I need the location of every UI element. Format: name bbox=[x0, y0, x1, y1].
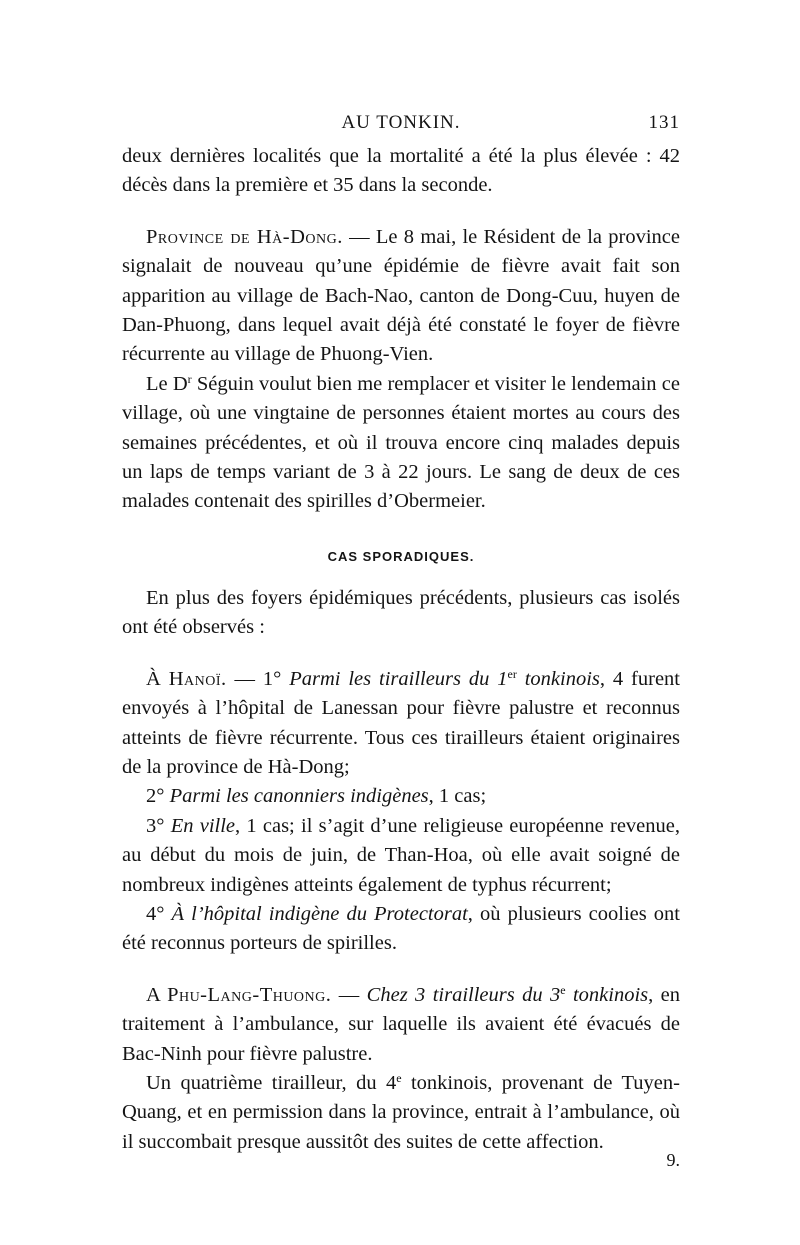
hanoi-prefix: À bbox=[146, 667, 169, 690]
item-3-text: , 1 cas; il s’agit d’une religieuse européenne revenue, au début du mois de juin, de Than-Hoa, où elle avait soigné de nombreux indigènes atteints également de typhus récurrent; bbox=[122, 814, 681, 896]
item-4-italic: À l’hôpital indigène du Protectorat bbox=[171, 902, 468, 925]
running-header bbox=[122, 112, 680, 142]
phulang-prefix: A bbox=[146, 983, 168, 1006]
province-heading: Province de Hà-Dong. bbox=[146, 225, 343, 248]
item-2-italic: Parmi les canonniers indigènes bbox=[169, 785, 429, 808]
page-number: 131 bbox=[648, 112, 680, 133]
hanoi-heading: Hanoï. bbox=[168, 667, 227, 690]
paragraph-phulang bbox=[122, 981, 680, 1069]
paragraph-quatrieme-text: tonkinois, provenant de Tuyen-Quang, et en permission dans la province, entrait à l’ambulance, où il succombait presque aussitôt des suites de cette affection. bbox=[122, 1071, 680, 1153]
section-title: CAS SPORADIQUES. bbox=[327, 548, 475, 564]
quatrieme-superscript: e bbox=[396, 1070, 402, 1085]
paragraph-intro: En plus des foyers épidémiques précédents, plusieurs cas isolés ont été observés : bbox=[122, 586, 680, 639]
item-3-number: 3° bbox=[146, 814, 171, 837]
paragraph-seguin bbox=[122, 370, 680, 517]
paragraph-hanoi bbox=[122, 665, 680, 783]
item-3-italic: En ville bbox=[170, 814, 236, 837]
quatrieme-prefix: Un quatrième tirailleur, du 4 bbox=[146, 1071, 397, 1094]
paragraph-hadong bbox=[122, 223, 680, 370]
phulang-italic-2: tonkinois bbox=[565, 983, 649, 1006]
paragraph-continuation: deux dernières localités que la mortalité a été la plus élevée : 42 décès dans la première et 35 dans la seconde. bbox=[122, 145, 680, 197]
item-2-number: 2° bbox=[146, 785, 170, 808]
phulang-superscript: e bbox=[560, 982, 566, 997]
list-item-3 bbox=[122, 812, 680, 900]
phulang-dash: — bbox=[331, 983, 367, 1006]
hanoi-italic: Parmi les tirailleurs du 1 bbox=[289, 667, 508, 690]
phulang-italic: Chez 3 tirailleurs du 3 bbox=[366, 983, 561, 1006]
item-4-number: 4° bbox=[146, 902, 172, 925]
seguin-superscript: r bbox=[187, 371, 192, 386]
paragraph-phulang-text: , en traitement à l’ambulance, sur laquelle ils avaient été évacués de Bac-Ninh pour fièvre palustre. bbox=[122, 983, 680, 1065]
book-page bbox=[122, 112, 681, 1170]
item-2-text: , 1 cas; bbox=[428, 785, 487, 808]
paragraph-hanoi-text: , 4 furent envoyés à l’hôpital de Lanessan pour fièvre palustre et reconnus atteints de fièvre récurrente. Tous ces tirailleurs étaient originaires de la province de Hà-Dong; bbox=[122, 667, 680, 778]
paragraph-hadong-text: — Le 8 mai, le Résident de la province signalait de nouveau qu’une épidémie de fièvre avait fait son apparition au village de Bach-Nao, canton de Dong-Cuu, huyen de Dan-Phuong, dans lequel avait déjà été constaté le foyer de fièvre récurrente au village de Phuong-Vien. bbox=[122, 225, 680, 366]
hanoi-dash: — 1° bbox=[226, 667, 290, 690]
item-4-text: , où plusieurs coolies ont été reconnus porteurs de spirilles. bbox=[122, 902, 680, 955]
paragraph-quatrieme bbox=[122, 1069, 680, 1157]
hanoi-italic-2: tonkinois bbox=[516, 667, 600, 690]
hanoi-superscript: er bbox=[507, 666, 517, 681]
phulang-heading: Phu-Lang-Thuong. bbox=[167, 983, 332, 1006]
running-title: AU TONKIN. bbox=[341, 112, 461, 133]
list-item-2 bbox=[122, 782, 680, 811]
list-item-4 bbox=[122, 900, 680, 959]
seguin-prefix: Le D bbox=[146, 372, 188, 395]
signature-mark: 9. bbox=[666, 1150, 680, 1170]
paragraph-seguin-text: Séguin voulut bien me remplacer et visiter le lendemain ce village, où une vingtaine de personnes étaient mortes au cours des semaines précédentes, et où il trouva encore cinq malades depuis un laps de temps variant de 3 à 22 jours. Le sang de deux de ces malades contenait des spirilles d’Obermeier. bbox=[122, 372, 680, 513]
